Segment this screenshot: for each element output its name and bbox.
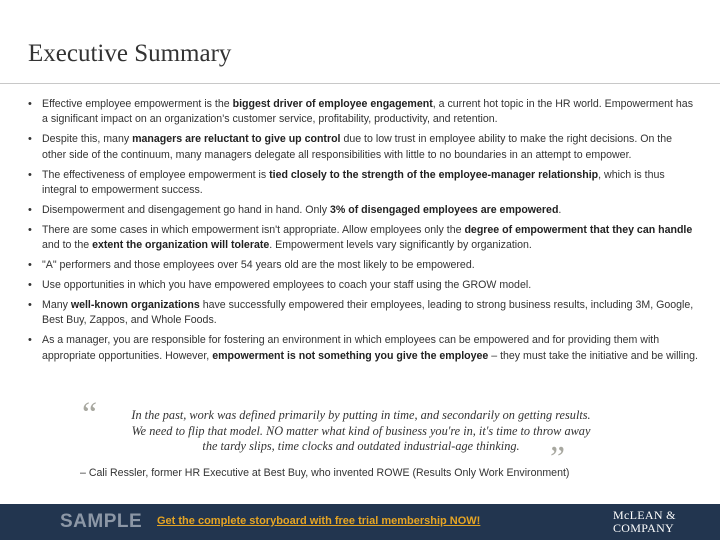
summary-bullet bbox=[28, 278, 698, 293]
bullet-list bbox=[28, 97, 698, 369]
bullet-text: As a manager, you are responsible for fostering an environment in which employees can be empowered and for providing them with appropriate opportunities. However, bbox=[42, 334, 660, 362]
bullet-text: , a current hot topic in the HR world. Empowerment has a significant impact on an organization's customer service, profitability, productivity, and retention. bbox=[42, 98, 694, 126]
bullet-emphasis: tied closely to the strength of the employee-manager relationship bbox=[269, 168, 599, 181]
summary-bullet bbox=[28, 258, 698, 273]
page-title: Executive Summary bbox=[28, 40, 232, 67]
summary-bullet bbox=[28, 298, 698, 329]
bullet-text: . bbox=[558, 203, 562, 216]
bullet-emphasis: biggest driver of employee engagement bbox=[232, 98, 433, 110]
summary-bullet bbox=[28, 132, 698, 163]
bullet-emphasis: well-known organizations bbox=[70, 298, 200, 311]
bullet-text: There are some cases in which empowerment isn't appropriate. Allow employees only the bbox=[42, 223, 465, 236]
quote-text bbox=[96, 408, 626, 455]
bullet-text: Use opportunities in which you have empowered employees to coach your staff using the GROW model. bbox=[42, 279, 532, 292]
bullet-text: , which is thus integral to empowerment success. bbox=[42, 168, 665, 197]
quote-line: In the past, work was defined primarily by putting in time, and secondarily on getting results. bbox=[131, 408, 591, 422]
bullet-text: . Empowerment levels vary significantly by organization. bbox=[269, 239, 532, 252]
summary-bullet bbox=[28, 333, 698, 364]
company-logo bbox=[613, 509, 676, 535]
bullet-emphasis: 3% of disengaged employees are empowered bbox=[329, 203, 559, 216]
quote-line: the tardy slips, time clocks and outdated industrial-age thinking. bbox=[202, 439, 520, 453]
close-quote-mark: ” bbox=[550, 440, 566, 477]
quote-line: We need to flip that model. NO matter what kind of business you're in, it's time to throw away bbox=[131, 423, 591, 438]
bullet-text: have successfully empowered their employees, leading to strong business results, including 3M, Google, Best Buy, Zappos, and Whole Foods. bbox=[42, 298, 694, 327]
bullet-emphasis: degree of empowerment that they can handle bbox=[464, 223, 693, 236]
bullet-emphasis: extent the organization will tolerate bbox=[92, 239, 270, 252]
bullet-text: Despite this, many bbox=[42, 133, 133, 146]
bullet-text: The effectiveness of employee empowerment is bbox=[42, 168, 270, 181]
summary-bullet bbox=[28, 168, 698, 199]
bullet-emphasis: empowerment is not something you give the employee bbox=[212, 349, 489, 362]
bullet-text: – they must take the initiative and be willing. bbox=[488, 349, 698, 362]
bullet-emphasis: managers are reluctant to give up control bbox=[132, 133, 341, 146]
open-quote-mark: “ bbox=[82, 396, 98, 433]
logo-line: COMPANY bbox=[613, 521, 675, 535]
footer-bar bbox=[0, 504, 720, 540]
bullet-text: Many bbox=[42, 298, 71, 311]
logo-line: McLEAN & bbox=[613, 508, 676, 522]
title-divider bbox=[0, 83, 720, 84]
summary-bullet bbox=[28, 203, 698, 218]
quote-attribution: – Cali Ressler, former HR Executive at Best Buy, who invented ROWE (Results Only Work Environment) bbox=[80, 467, 570, 479]
bullet-text: Effective employee empowerment is the bbox=[42, 98, 233, 110]
bullet-text: due to low trust in employee ability to make the right decisions. On the other side of the continuum, many managers delegate all responsibilities with little to no boundaries in an attempt to empower. bbox=[42, 133, 673, 161]
sample-label: SAMPLE bbox=[60, 511, 143, 532]
bullet-text: Disempowerment and disengagement go hand in hand. Only bbox=[42, 203, 330, 216]
bullet-text: and to the bbox=[42, 239, 93, 252]
summary-bullet bbox=[28, 223, 698, 254]
bullet-text: "A" performers and those employees over 54 years old are the most likely to be empowered. bbox=[42, 259, 475, 272]
summary-bullet bbox=[28, 97, 698, 128]
free-trial-link[interactable]: Get the complete storyboard with free trial membership NOW! bbox=[157, 515, 481, 527]
